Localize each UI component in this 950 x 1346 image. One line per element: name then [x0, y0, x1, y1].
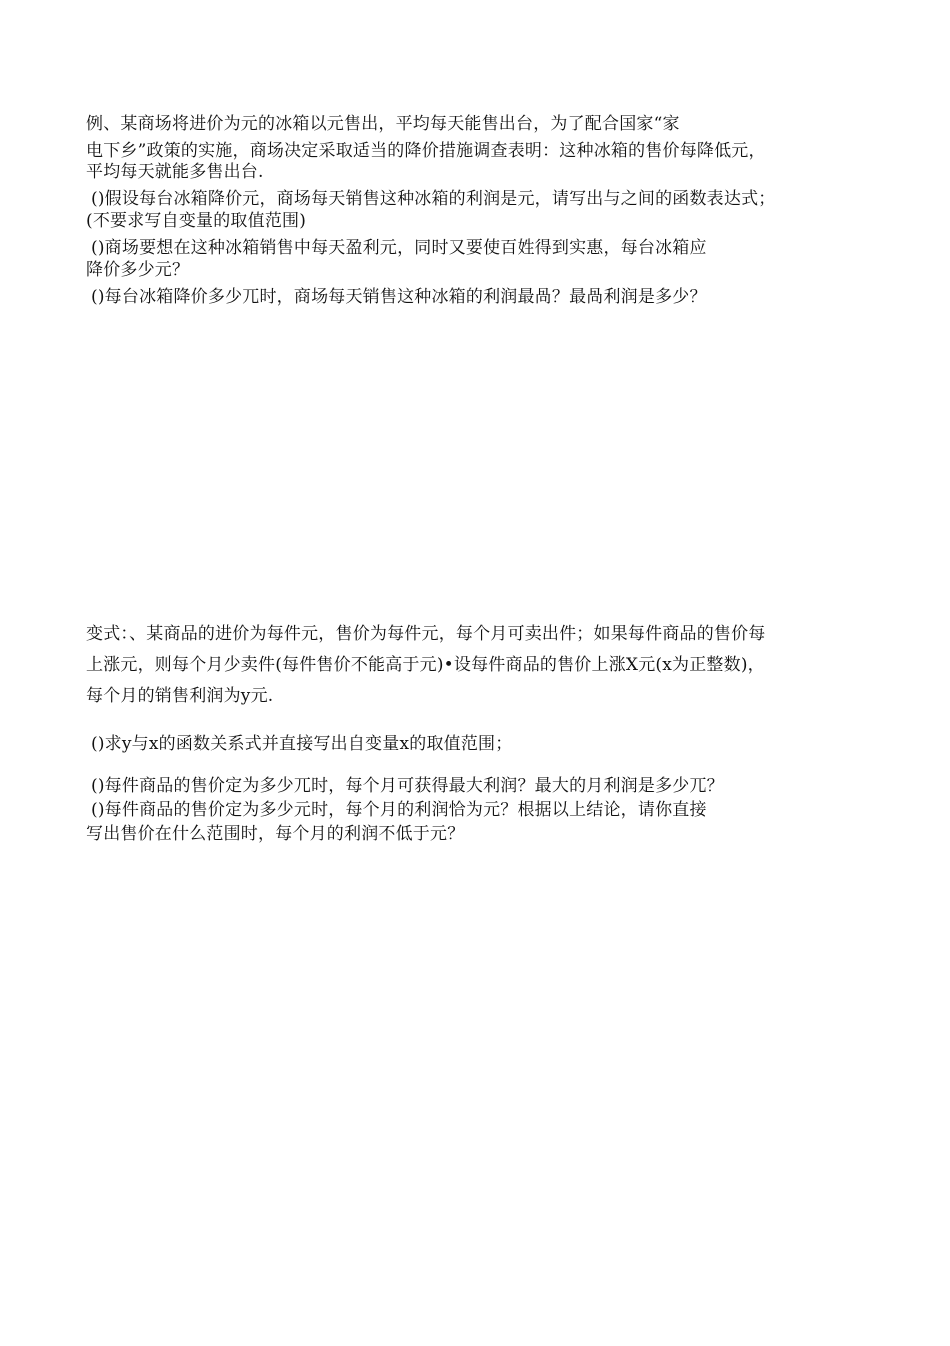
- variant-question-2: ()每件商品的售价定为多少兀时，每个月可获得最大利润？最大的月利润是多少兀？: [91, 776, 724, 796]
- example-question-3: ()每台冰箱降价多少兀时，商场每天销售这种冰箱的利润最咼？最咼利润是多少？: [91, 287, 707, 307]
- variant-line-1: 变式：、某商品的进价为每件元，售价为每件元，每个月可卖出件；如果每件商品的售价每: [86, 624, 766, 644]
- example-line-3: 平均每天就能多售出台.: [86, 162, 264, 182]
- variant-question-1: ()求y与x的函数关系式并直接写出自变量x的取值范围；: [91, 734, 513, 754]
- variant-question-3-cont: 写出售价在什么范围时，每个月的利润不低于元？: [86, 824, 465, 844]
- example-line-1: 例、某商场将进价为元的冰箱以元售出，平均每天能售出台，为了配合国家“家: [86, 114, 680, 134]
- variant-line-2: 上涨元，则每个月少卖件(每件售价不能高于元)•设每件商品的售价上涨X元(x为正整数)，: [86, 655, 765, 675]
- example-question-2: ()商场要想在这种冰箱销售中每天盈利元，同时又要使百姓得到实惠，每台冰箱应: [91, 238, 707, 258]
- example-question-1: ()假设每台冰箱降价元，商场每天销售这种冰箱的利润是元，请写出与之间的函数表达式；: [91, 189, 776, 209]
- example-line-2: 电下乡”政策的实施，商场决定采取适当的降价措施调查表明：这种冰箱的售价每降低元，: [86, 141, 766, 161]
- example-question-2-cont: 降价多少元？: [86, 260, 190, 280]
- example-question-1-note: (不要求写自变量的取值范围): [86, 211, 307, 231]
- variant-line-3: 每个月的销售利润为y元.: [86, 686, 274, 706]
- variant-question-3: ()每件商品的售价定为多少元时，每个月的利润恰为元？根据以上结论，请你直接: [91, 800, 707, 820]
